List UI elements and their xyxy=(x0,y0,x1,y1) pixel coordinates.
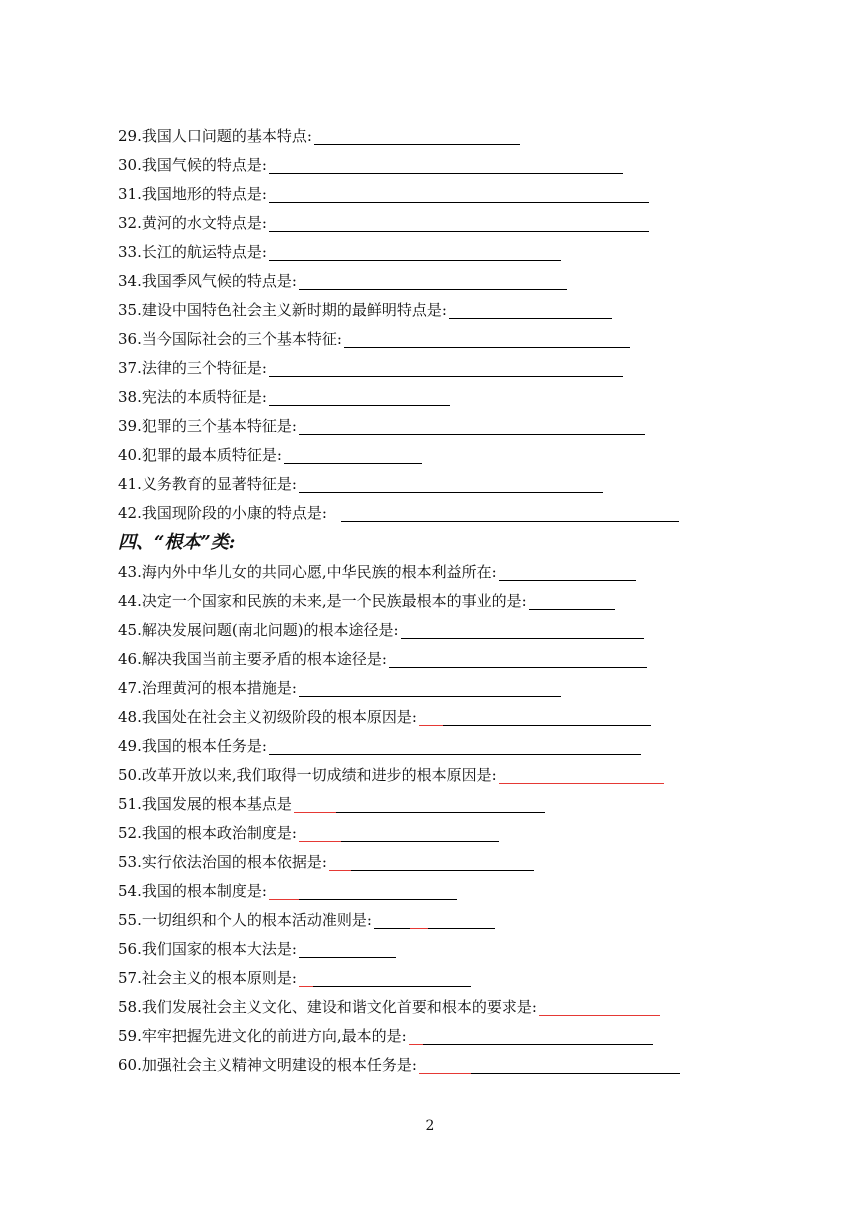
question-text: 52.我国的根本政治制度是: xyxy=(118,824,297,842)
question-text: 47.治理黄河的根本措施是: xyxy=(118,679,297,697)
answer-blank[interactable] xyxy=(374,906,495,929)
question-row xyxy=(118,935,778,964)
answer-blank[interactable] xyxy=(269,151,623,174)
answer-blank[interactable] xyxy=(341,499,679,522)
question-row xyxy=(118,296,778,325)
question-row xyxy=(118,354,778,383)
question-text: 30.我国气候的特点是: xyxy=(118,156,267,174)
answer-blank[interactable] xyxy=(499,761,664,784)
page-number: 2 xyxy=(425,1118,435,1134)
answer-blank[interactable] xyxy=(529,587,615,610)
section-heading: 四、“根本”类: xyxy=(118,532,236,553)
answer-blank[interactable] xyxy=(499,558,636,581)
question-row xyxy=(118,441,778,470)
answer-blank[interactable] xyxy=(409,1022,653,1045)
answer-blank[interactable] xyxy=(299,964,471,987)
red-underline-mark xyxy=(294,812,336,813)
red-underline-mark xyxy=(499,783,664,784)
answer-blank[interactable] xyxy=(299,674,561,697)
question-row xyxy=(118,267,778,296)
question-row xyxy=(118,151,778,180)
red-underline-mark xyxy=(299,986,313,987)
question-text: 40.犯罪的最本质特征是: xyxy=(118,446,282,464)
question-text: 43.海内外中华儿女的共同心愿,中华民族的根本利益所在: xyxy=(118,563,497,581)
question-row xyxy=(118,703,778,732)
question-row xyxy=(118,761,778,790)
question-row xyxy=(118,180,778,209)
question-text: 33.长江的航运特点是: xyxy=(118,243,267,261)
question-row xyxy=(118,964,778,993)
question-text: 34.我国季风气候的特点是: xyxy=(118,272,297,290)
question-text: 58.我们发展社会主义文化、建设和谐文化首要和根本的要求是: xyxy=(118,998,537,1016)
question-text: 54.我国的根本制度是: xyxy=(118,882,267,900)
red-underline-mark xyxy=(329,870,351,871)
question-row xyxy=(118,877,778,906)
question-row xyxy=(118,906,778,935)
question-text: 48.我国处在社会主义初级阶段的根本原因是: xyxy=(118,708,417,726)
question-text: 41.义务教育的显著特征是: xyxy=(118,475,297,493)
question-text: 60.加强社会主义精神文明建设的根本任务是: xyxy=(118,1056,417,1074)
red-underline-mark xyxy=(419,1073,471,1074)
question-text: 45.解决发展问题(南北问题)的根本途径是: xyxy=(118,621,399,639)
question-row xyxy=(118,325,778,354)
answer-blank[interactable] xyxy=(269,238,561,261)
answer-blank[interactable] xyxy=(299,412,645,435)
answer-blank[interactable] xyxy=(299,267,567,290)
answer-blank[interactable] xyxy=(269,732,641,755)
question-text: 29.我国人口问题的基本特点: xyxy=(118,127,312,145)
answer-blank[interactable] xyxy=(314,122,520,145)
answer-blank[interactable] xyxy=(269,354,623,377)
worksheet-content xyxy=(118,122,778,1080)
red-underline-mark xyxy=(269,899,299,900)
question-row xyxy=(118,819,778,848)
feature-question-list xyxy=(118,122,778,528)
question-text: 39.犯罪的三个基本特征是: xyxy=(118,417,297,435)
answer-blank[interactable] xyxy=(539,993,660,1016)
answer-blank[interactable] xyxy=(449,296,612,319)
red-underline-mark xyxy=(409,1044,423,1045)
answer-blank[interactable] xyxy=(299,935,396,958)
answer-blank[interactable] xyxy=(284,441,422,464)
question-text: 49.我国的根本任务是: xyxy=(118,737,267,755)
red-underline-mark xyxy=(410,928,428,929)
answer-blank[interactable] xyxy=(419,703,651,726)
question-row xyxy=(118,674,778,703)
question-text: 51.我国发展的根本基点是 xyxy=(118,795,292,813)
answer-blank[interactable] xyxy=(389,645,647,668)
question-text: 44.决定一个国家和民族的未来,是一个民族最根本的事业的是: xyxy=(118,592,527,610)
question-row xyxy=(118,412,778,441)
answer-blank[interactable] xyxy=(269,180,649,203)
question-row xyxy=(118,499,778,528)
question-text: 37.法律的三个特征是: xyxy=(118,359,267,377)
question-text: 32.黄河的水文特点是: xyxy=(118,214,267,232)
question-row xyxy=(118,790,778,819)
question-row xyxy=(118,1051,778,1080)
fundamental-question-list xyxy=(118,558,778,1080)
question-text: 55.一切组织和个人的根本活动准则是: xyxy=(118,911,372,929)
question-row xyxy=(118,587,778,616)
question-row xyxy=(118,470,778,499)
answer-blank[interactable] xyxy=(299,819,499,842)
red-underline-mark xyxy=(419,725,443,726)
question-text: 46.解决我国当前主要矛盾的根本途径是: xyxy=(118,650,387,668)
answer-blank[interactable] xyxy=(344,325,630,348)
question-row xyxy=(118,238,778,267)
question-text: 35.建设中国特色社会主义新时期的最鲜明特点是: xyxy=(118,301,447,319)
answer-blank[interactable] xyxy=(269,877,457,900)
question-text: 36.当今国际社会的三个基本特征: xyxy=(118,330,342,348)
question-text: 56.我们国家的根本大法是: xyxy=(118,940,297,958)
question-row xyxy=(118,732,778,761)
answer-blank[interactable] xyxy=(294,790,545,813)
question-text: 42.我国现阶段的小康的特点是: xyxy=(118,504,327,522)
question-text: 59.牢牢把握先进文化的前进方向,最本的是: xyxy=(118,1027,407,1045)
question-row xyxy=(118,993,778,1022)
question-row xyxy=(118,616,778,645)
answer-blank[interactable] xyxy=(401,616,644,639)
question-row xyxy=(118,209,778,238)
question-text: 53.实行依法治国的根本依据是: xyxy=(118,853,327,871)
answer-blank[interactable] xyxy=(269,383,450,406)
answer-blank[interactable] xyxy=(419,1051,680,1074)
question-text: 57.社会主义的根本原则是: xyxy=(118,969,297,987)
question-text: 50.改革开放以来,我们取得一切成绩和进步的根本原因是: xyxy=(118,766,497,784)
answer-blank[interactable] xyxy=(329,848,534,871)
question-text: 38.宪法的本质特征是: xyxy=(118,388,267,406)
red-underline-mark xyxy=(299,841,341,842)
question-text: 31.我国地形的特点是: xyxy=(118,185,267,203)
answer-blank[interactable] xyxy=(269,209,649,232)
question-row xyxy=(118,383,778,412)
question-row xyxy=(118,645,778,674)
question-row xyxy=(118,558,778,587)
red-underline-mark xyxy=(539,1015,660,1016)
question-row xyxy=(118,848,778,877)
question-row xyxy=(118,122,778,151)
question-row xyxy=(118,1022,778,1051)
answer-blank[interactable] xyxy=(299,470,603,493)
